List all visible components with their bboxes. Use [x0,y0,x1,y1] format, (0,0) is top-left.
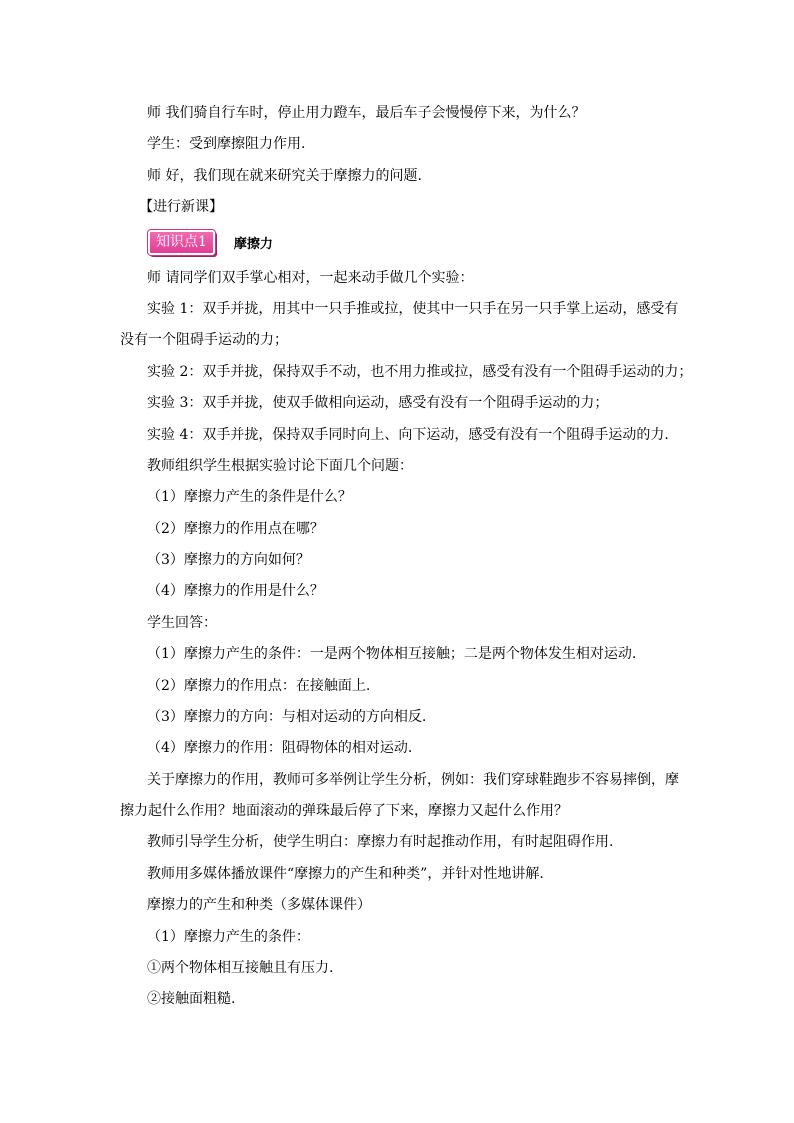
experiment-3: 实验 3：双手并拢，使双手做相向运动，感受有没有一个阻碍手运动的力； [147,395,609,411]
question-2: （2）摩擦力的作用点在哪？ [147,521,324,537]
condition-2: ②接触面粗糙. [147,991,236,1007]
condition-title: （1）摩擦力产生的条件： [147,929,310,945]
experiment-1-line-2: 没有一个阻碍手运动的力； [120,332,288,348]
answer-4: （4）摩擦力的作用：阻碍物体的相对运动. [147,740,413,756]
experiment-2: 实验 2：双手并拢，保持双手不动，也不用力推或拉，感受有没有一个阻碍手运动的力； [147,364,693,380]
intro-teacher-transition: 师 好，我们现在就来研究关于摩擦力的问题. [147,168,422,184]
answer-3: （3）摩擦力的方向：与相对运动的方向相反. [147,709,427,725]
answer-2: （2）摩擦力的作用点：在接触面上. [147,678,371,694]
section-heading: 【进行新课】 [139,199,223,215]
example-line-2: 擦力起什么作用？地面滚动的弹珠最后停了下来，摩擦力又起什么作用？ [120,803,568,819]
question-3: （3）摩擦力的方向如何？ [147,552,310,568]
intro-student-answer: 学生：受到摩擦阻力作用. [147,136,306,152]
answer-1: （1）摩擦力产生的条件：一是两个物体相互接触；二是两个物体发生相对运动. [147,646,637,662]
question-4: （4）摩擦力的作用是什么？ [147,583,324,599]
multimedia-note: 教师用多媒体播放课件“摩擦力的产生和种类”，并针对性地讲解. [147,866,544,882]
experiment-4: 实验 4：双手并拢，保持双手同时向上、向下运动，感受有没有一个阻碍手运动的力. [147,427,669,443]
courseware-title: 摩擦力的产生和种类（多媒体课件） [147,897,371,913]
intro-teacher-question: 师 我们骑自行车时，停止用力蹬车，最后车子会慢慢停下来，为什么？ [147,105,586,121]
discussion-intro: 教师组织学生根据实验讨论下面几个问题： [147,458,413,474]
knowledge-point-badge: 知识点1 [148,230,215,255]
example-line-1: 关于摩擦力的作用，教师可多举例让学生分析，例如：我们穿球鞋跑步不容易摔倒，摩 [147,772,679,788]
knowledge-point-header [148,230,273,254]
question-1: （1）摩擦力产生的条件是什么？ [147,489,352,505]
experiment-1-line-1: 实验 1：双手并拢，用其中一只手推或拉，使其中一只手在另一只手掌上运动，感受有 [147,301,679,317]
teacher-guide: 教师引导学生分析，使学生明白：摩擦力有时起推动作用，有时起阻碍作用. [147,834,614,850]
teacher-instruction: 师 请同学们双手掌心相对，一起来动手做几个实验： [147,270,474,286]
condition-1: ①两个物体相互接触且有压力. [147,960,334,976]
knowledge-point-title: 摩擦力 [233,236,273,252]
answer-intro: 学生回答： [147,615,217,631]
